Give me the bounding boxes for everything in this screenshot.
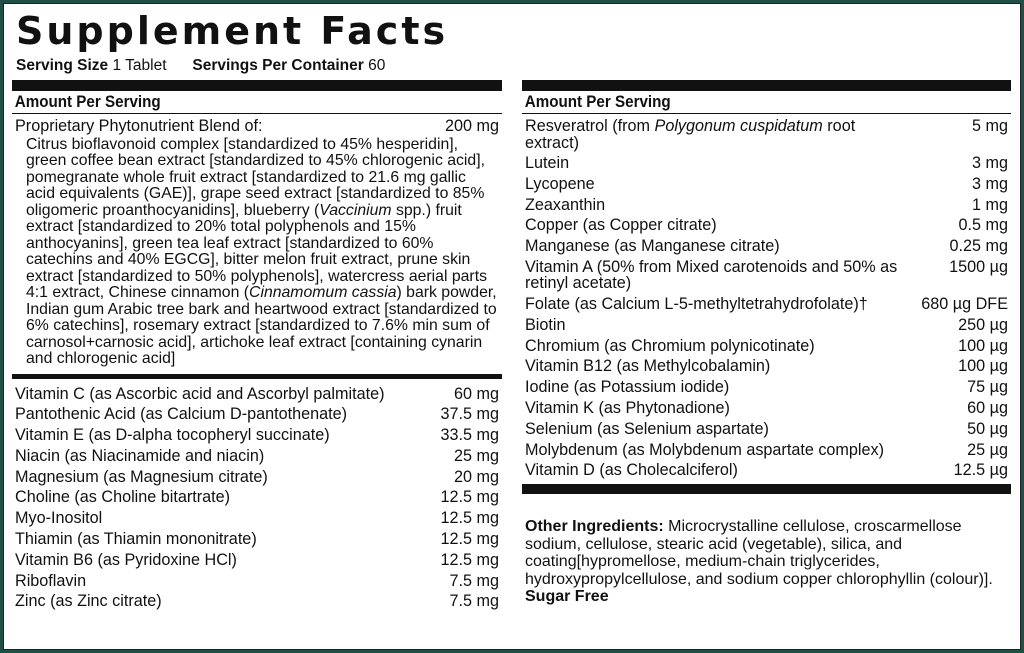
nutrient-name: Molybdenum (as Molybdenum aspartate complex) [525,440,884,459]
right-nutrient-list [522,114,1011,481]
nutrient-row [522,460,1011,481]
nutrient-amount: 0.25 mg [949,237,1008,256]
nutrient-amount: 680 µg DFE [921,294,1008,313]
nutrient-amount: 12.5 mg [440,550,499,569]
nutrient-name: Thiamin (as Thiamin mononitrate) [15,530,257,549]
nutrient-row [12,508,502,529]
nutrient-amount: 37.5 mg [440,405,499,424]
nutrient-row [12,404,502,425]
nutrient-row [522,116,1011,153]
nutrient-name: Vitamin D (as Cholecalciferol) [525,461,738,480]
blend-text: ) bark powder, Indian gum Arabic tree bark and heartwood extract [standardized to 6% catechins], rosemary extract [standardized to 7.6% min sum of carnosol+carnosic acid], artichoke leaf extract [containing cynarin and chlorogenic acid] [26,284,497,367]
nutrient-name: Manganese (as Manganese citrate) [525,237,780,256]
nutrient-name: Chromium (as Chromium polynicotinate) [525,336,815,355]
nutrient-row [522,153,1011,174]
nutrient-row [522,236,1011,257]
nutrient-row [12,446,502,467]
nutrient-amount: 1 mg [972,195,1008,214]
blend-row [12,114,502,137]
name-part: Vitamin A (50% from Mixed carotenoids and 50% as retinyl acetate) [525,257,898,293]
nutrient-name: Vitamin C (as Ascorbic acid and Ascorbyl palmitate) [15,384,385,403]
serving-size-value: 1 Tablet [112,57,167,74]
nutrient-name: Vitamin E (as D-alpha tocopheryl succinate) [15,426,330,445]
nutrient-row [12,487,502,508]
nutrient-name [525,118,910,151]
nutrient-row [12,571,502,592]
nutrient-name: Iodine (as Potassium iodide) [525,378,730,397]
nutrient-row [522,356,1011,377]
nutrient-row [522,440,1011,461]
nutrient-amount: 12.5 mg [440,530,499,549]
nutrient-amount: 12.5 mg [440,488,499,507]
nutrient-amount: 100 µg [958,357,1008,376]
nutrient-row [522,419,1011,440]
left-nutrient-list [12,379,502,613]
nutrient-amount: 20 mg [454,467,499,486]
supplement-facts-panel [3,3,1021,650]
nutrient-name: Niacin (as Niacinamide and niacin) [15,446,265,465]
nutrient-amount: 0.5 mg [958,216,1008,235]
nutrient-row [12,550,502,571]
servings-per-container-label: Servings Per Container [192,57,364,74]
blend-name: Proprietary Phytonutrient Blend of: [15,117,263,135]
blend-text: spp.) fruit extract [standardized to 20% total polyphenols and 15% anthocyanins], green tea leaf extract [standardized to 60% catechins and 40% EGCG], bitter melon fruit extract, prune skin extract [standardized to 50% polyphenols], watercress aerial parts 4:1 extract, Chinese cinnamon ( [26,201,487,301]
nutrient-name: Zeaxanthin [525,195,606,214]
name-part: Resveratrol (from [525,117,655,135]
nutrient-amount: 7.5 mg [449,592,499,611]
nutrient-amount: 3 mg [972,174,1008,193]
nutrient-name: Copper (as Copper citrate) [525,216,717,235]
nutrient-row [12,467,502,488]
nutrient-name: Pantothenic Acid (as Calcium D-pantothenate) [15,405,348,424]
nutrient-name: Selenium (as Selenium aspartate) [525,419,769,438]
divider-thick [522,80,1011,91]
right-column [522,80,1011,606]
nutrient-name: Lycopene [525,174,595,193]
nutrient-name [525,259,910,292]
blend-amount: 200 mg [445,117,499,135]
nutrient-name: Vitamin B6 (as Pyridoxine HCl) [15,550,237,569]
nutrient-row [522,294,1011,315]
nutrient-amount: 12.5 mg [440,509,499,528]
nutrient-name: Vitamin K (as Phytonadione) [525,398,730,417]
nutrient-row [12,425,502,446]
name-part: root extract) [525,117,856,152]
nutrient-amount: 7.5 mg [449,571,499,590]
nutrient-name: Biotin [525,315,566,334]
nutrient-amount: 100 µg [958,336,1008,355]
nutrient-row [522,315,1011,336]
other-ingredients-text: Microcrystalline cellulose, croscarmellose sodium, cellulose, stearic acid (vegetable), silica, and coating[hypromellose, medium-chain triglycerides, hydroxypropylcellulose, and sodium copper chlorophyllin (colour)]. [525,518,993,588]
nutrient-name: Zinc (as Zinc citrate) [15,592,162,611]
left-column [12,80,502,612]
nutrient-row [522,377,1011,398]
serving-info [16,57,385,75]
other-ingredients-label: Other Ingredients: [525,518,664,536]
nutrient-row [522,215,1011,236]
latin-name: Vaccinium [319,201,392,219]
nutrient-row [522,174,1011,195]
nutrient-name: Folate (as Calcium L-5-methyltetrahydrofolate)† [525,294,868,313]
amount-per-serving-heading: Amount Per Serving [524,93,671,111]
nutrient-name: Choline (as Choline bitartrate) [15,488,231,507]
nutrient-amount: 60 µg [967,398,1008,417]
nutrient-row [12,529,502,550]
nutrient-amount: 75 µg [967,378,1008,397]
nutrient-amount: 3 mg [972,154,1008,172]
nutrient-amount: 250 µg [958,315,1008,334]
nutrient-amount: 12.5 µg [953,461,1008,480]
serving-size-label: Serving Size [16,57,109,74]
blend-text: Citrus bioflavonoid complex [standardized to 45% hesperidin], green coffee bean extract [standardized to 45% chlorogenic acid], pomegranate whole fruit extract [standardized to 21.6 mg gallic acid equivalents (GAE)], grape seed extract [standardized to 85% oligomeric proanthocyanidins], blueberry ( [26,135,485,219]
nutrient-row [12,591,502,612]
nutrient-amount: 25 mg [454,446,499,465]
other-ingredients [522,518,1011,606]
nutrient-row [12,384,502,405]
nutrient-name: Vitamin B12 (as Methylcobalamin) [525,357,771,376]
nutrient-row [522,336,1011,357]
nutrient-row [522,195,1011,216]
servings-per-container-value: 60 [368,57,386,74]
nutrient-amount: 50 µg [967,419,1008,438]
nutrient-row [522,257,1011,294]
nutrient-name: Myo-Inositol [15,509,103,528]
nutrient-amount: 5 mg [972,117,1008,135]
nutrient-name: Riboflavin [15,571,87,590]
nutrient-name: Lutein [525,154,570,172]
divider-thick [522,484,1011,494]
latin-name: Polygonum cuspidatum [654,117,823,135]
amount-per-serving-heading: Amount Per Serving [14,93,161,111]
nutrient-name: Magnesium (as Magnesium citrate) [15,467,268,486]
nutrient-amount: 60 mg [454,384,499,403]
sugar-free-label: Sugar Free [525,588,609,606]
nutrient-amount: 25 µg [967,440,1008,459]
page-title: Supplement Facts [16,9,449,53]
divider-thick [12,80,502,91]
blend-description [12,137,502,372]
latin-name: Cinnamomum cassia [249,284,397,301]
nutrient-row [522,398,1011,419]
nutrient-amount: 33.5 mg [440,426,499,445]
nutrient-amount: 1500 µg [949,257,1008,276]
